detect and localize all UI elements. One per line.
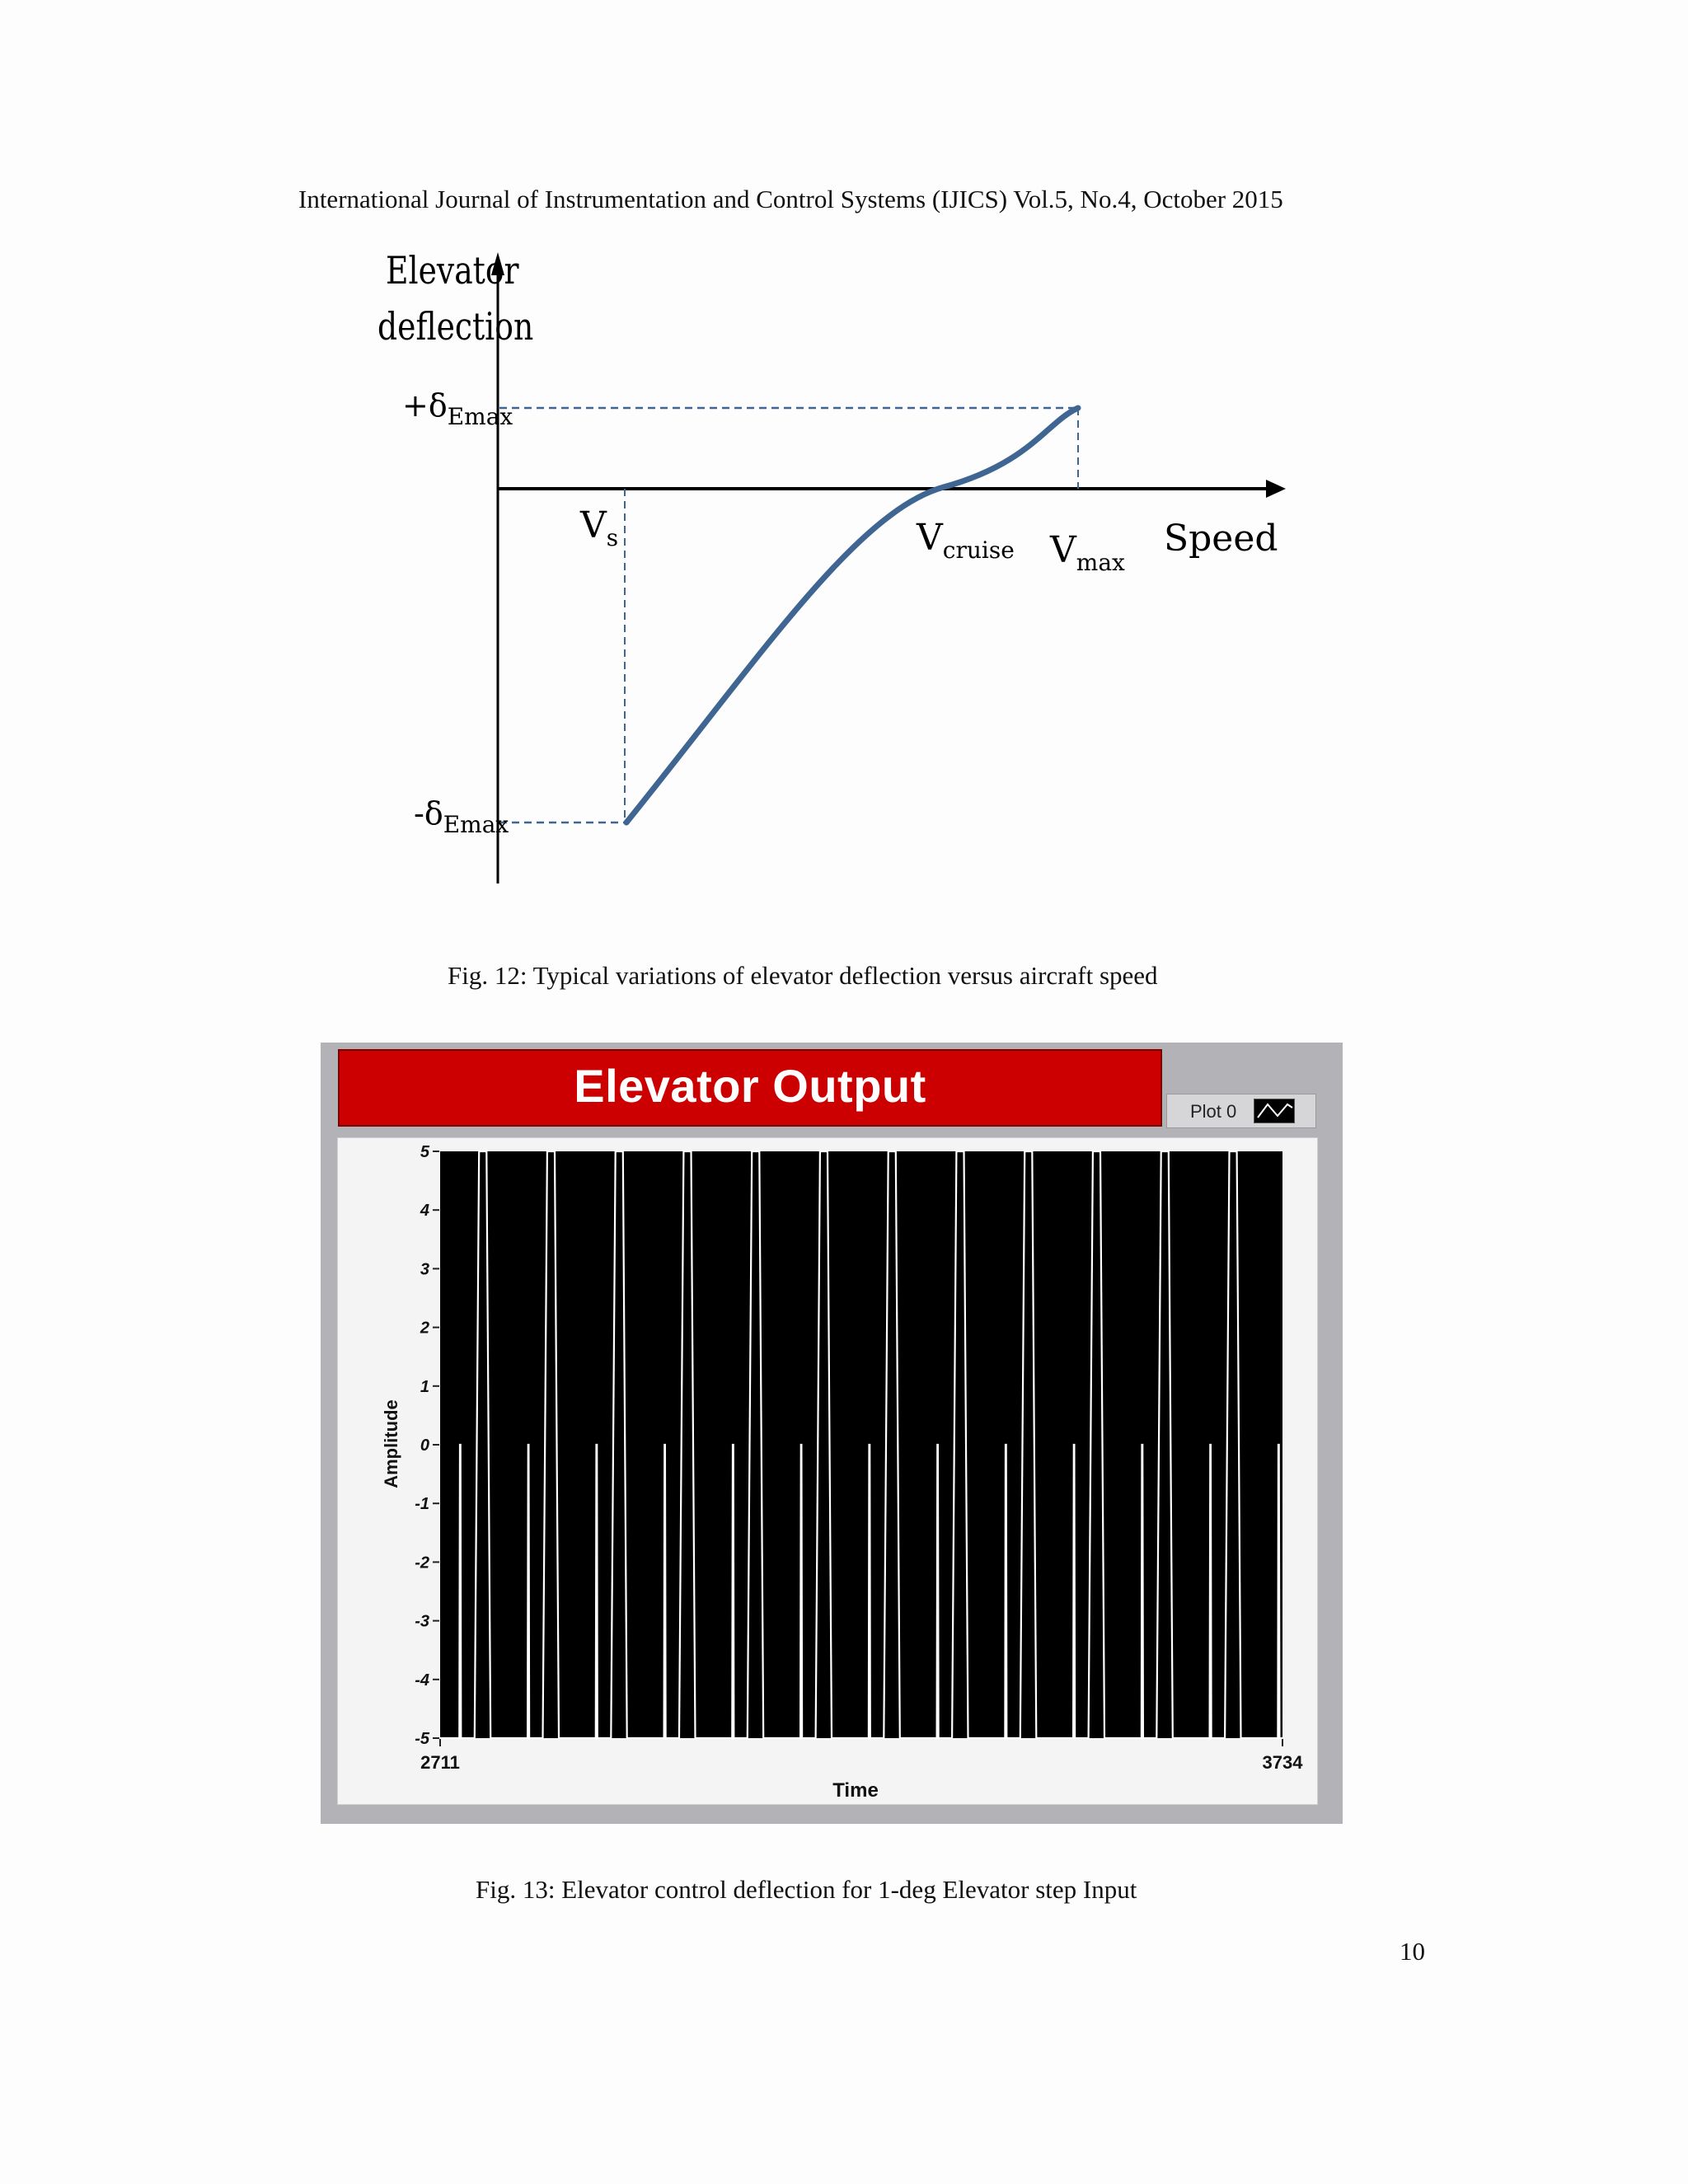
y-tick-label: 2 [420, 1319, 429, 1338]
y-axis [415, 1143, 439, 1748]
y-tick-label: 4 [420, 1202, 429, 1221]
x-tick-label: 2711 [420, 1752, 460, 1773]
fig12-vcruise-label: $V_{cruise}$ [917, 517, 1015, 564]
y-tick-label: -1 [415, 1495, 429, 1514]
fig12-y-label-line2: deflection [377, 304, 534, 349]
y-tick-label: 1 [420, 1377, 429, 1396]
y-axis-label: Amplitude [381, 1399, 401, 1488]
y-tick-label: -5 [415, 1730, 429, 1748]
fig12-pos-max-label: $+\delta_{Emax}$ [402, 387, 513, 430]
fig12-vmax-label: $V_{max}$ [1050, 529, 1125, 576]
running-head: International Journal of Instrumentation and Control Systems (IJICS) Vol.5, No.4, October 2015 [298, 185, 1283, 213]
fig12-neg-max-label: $-\delta_{Emax}$ [414, 795, 509, 838]
x-axis-label: Time [832, 1779, 879, 1802]
figure-12-caption: Fig. 12: Typical variations of elevator deflection versus aircraft speed [448, 961, 1158, 990]
y-tick-label: -3 [415, 1612, 429, 1631]
y-tick-label: 5 [420, 1143, 429, 1161]
y-tick-label: 3 [420, 1260, 429, 1279]
plot-background [440, 1151, 1282, 1738]
plot-legend-label: Plot 0 [1190, 1101, 1237, 1122]
y-tick-label: 0 [420, 1436, 429, 1455]
y-tick-label: -4 [415, 1671, 429, 1690]
page-number: 10 [1400, 1937, 1425, 1966]
labview-title: Elevator Output [574, 1060, 926, 1112]
x-axis [420, 1739, 1303, 1773]
figure-13-caption: Fig. 13: Elevator control deflection for 1-deg Elevator step Input [476, 1875, 1137, 1904]
x-tick-label: 3734 [1262, 1752, 1303, 1773]
fig12-vs-label: $V_s$ [580, 504, 619, 551]
fig12-y-label-line1: Elevator [386, 248, 519, 293]
fig12-x-label: Speed [1164, 518, 1278, 560]
y-tick-label: -2 [415, 1554, 429, 1572]
